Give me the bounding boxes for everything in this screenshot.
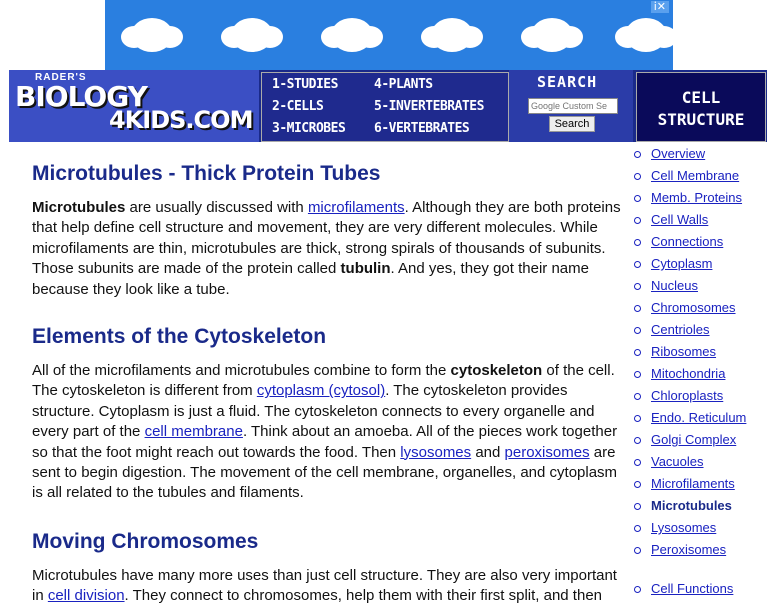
sidebar-item-label[interactable]: Overview xyxy=(651,146,706,161)
cloud-decoration xyxy=(431,18,473,52)
sidebar-item-label[interactable]: Microfilaments xyxy=(651,476,735,491)
chromosomes-paragraph xyxy=(32,566,622,607)
nav-link-cells[interactable]: 2-CELLS xyxy=(272,99,324,114)
sidebar-item-cell-functions[interactable] xyxy=(634,581,733,596)
bold-term-cytoskeleton: cytoskeleton xyxy=(450,362,543,380)
bullet-icon xyxy=(634,503,641,510)
logo-small-text: RADER'S xyxy=(35,72,87,83)
sidebar-item-chromosomes[interactable] xyxy=(634,300,736,315)
cytoskeleton-paragraph xyxy=(32,361,622,504)
main-nav xyxy=(261,72,509,142)
search-panel xyxy=(509,70,633,142)
nav-link-vertebrates[interactable]: 6-VERTEBRATES xyxy=(374,121,470,136)
section-topic-badge[interactable] xyxy=(636,72,766,142)
sidebar-item-label[interactable]: Centrioles xyxy=(651,322,710,337)
text-span: are sent to begin digestion. The movement of the cell membrane, organelles, and cytoplasm is all related to the tubules and filaments. xyxy=(32,443,618,502)
sidebar-item-label[interactable]: Microtubules xyxy=(651,498,732,513)
sidebar-item-label[interactable]: Memb. Proteins xyxy=(651,190,743,205)
section-heading-cytoskeleton: Elements of the Cytoskeleton xyxy=(32,325,327,349)
bullet-icon xyxy=(634,261,641,268)
sidebar-item-peroxisomes[interactable] xyxy=(634,542,726,557)
link-peroxisomes[interactable]: peroxisomes xyxy=(504,443,590,461)
bullet-icon xyxy=(634,173,641,180)
text-span: . They connect to chromosomes, help them with their first split, and then xyxy=(124,587,602,605)
bullet-icon xyxy=(634,437,641,444)
bullet-icon xyxy=(634,217,641,224)
text-span: . The cytoskeleton provides structure. Cytoplasm is just a fluid. The cytoskeleton connects to every organelle and every part of the xyxy=(32,382,595,441)
sidebar-item-microfilaments[interactable] xyxy=(634,476,735,491)
sidebar-item-cytoplasm[interactable] xyxy=(634,256,712,271)
search-button[interactable]: Search xyxy=(549,116,595,132)
nav-link-microbes[interactable]: 3-MICROBES xyxy=(272,121,346,136)
nav-link-studies[interactable]: 1-STUDIES xyxy=(272,77,338,92)
text-span: Microtubules have many more uses than just cell structure. They are also very important in xyxy=(32,566,617,605)
topic-title-line1: CELL xyxy=(681,88,721,107)
topic-title xyxy=(637,87,765,131)
text-span: are usually discussed with xyxy=(125,199,308,216)
advertisement-banner[interactable] xyxy=(105,0,673,70)
bullet-icon xyxy=(634,547,641,554)
ad-close-icon[interactable]: ⅰ✕ xyxy=(651,1,669,13)
bullet-icon xyxy=(634,525,641,532)
bold-term-microtubules: Microtubules xyxy=(32,199,126,216)
sidebar-item-microtubules[interactable] xyxy=(634,498,732,513)
sidebar-item-golgi-complex[interactable] xyxy=(634,432,736,447)
text-span: . Think about an amoeba. All of the pieces work together so that the foot might reach out towards the food. Then xyxy=(32,423,618,461)
intro-paragraph xyxy=(32,198,622,300)
bullet-icon xyxy=(634,415,641,422)
text-span: . And yes, they got their name because they look like a tube. xyxy=(32,260,589,298)
search-input[interactable] xyxy=(528,98,618,114)
cloud-decoration xyxy=(231,18,273,52)
sidebar-item-label[interactable]: Vacuoles xyxy=(651,454,704,469)
sidebar-item-mitochondria[interactable] xyxy=(634,366,725,381)
cloud-decoration xyxy=(131,18,173,52)
link-cytoplasm[interactable]: cytoplasm (cytosol) xyxy=(256,382,386,400)
sidebar-item-label[interactable]: Ribosomes xyxy=(651,344,717,359)
link-cell-membrane[interactable]: cell membrane xyxy=(144,423,243,441)
sidebar-item-label[interactable]: Lysosomes xyxy=(651,520,717,535)
sidebar-item-label[interactable]: Mitochondria xyxy=(651,366,726,381)
sidebar-item-label[interactable]: Golgi Complex xyxy=(651,432,737,447)
sidebar-item-overview[interactable] xyxy=(634,146,705,161)
text-span: and xyxy=(471,443,505,461)
sidebar-item-vacuoles[interactable] xyxy=(634,454,704,469)
bullet-icon xyxy=(634,283,641,290)
sidebar-item-label[interactable]: Nucleus xyxy=(651,278,698,293)
bullet-icon xyxy=(634,327,641,334)
bullet-icon xyxy=(634,239,641,246)
sidebar-item-connections[interactable] xyxy=(634,234,723,249)
text-span: of the cell. The cytoskeleton is different from xyxy=(32,362,615,400)
bullet-icon xyxy=(634,349,641,356)
sidebar-item-label[interactable]: Cytoplasm xyxy=(651,256,713,271)
topic-title-line2: STRUCTURE xyxy=(657,110,745,129)
site-header xyxy=(9,70,767,142)
link-microfilaments[interactable]: microfilaments xyxy=(307,199,405,216)
sidebar-item-label[interactable]: Chromosomes xyxy=(651,300,736,315)
sidebar-item-chloroplasts[interactable] xyxy=(634,388,723,403)
bullet-icon xyxy=(634,305,641,312)
cloud-decoration xyxy=(625,18,667,52)
text-span: All of the microfilaments and microtubules combine to form the xyxy=(32,362,451,380)
sidebar-item-label[interactable]: Endo. Reticulum xyxy=(651,410,747,425)
link-lysosomes[interactable]: lysosomes xyxy=(400,443,472,461)
sidebar-item-endo-reticulum[interactable] xyxy=(634,410,746,425)
sidebar-item-label[interactable]: Peroxisomes xyxy=(651,542,727,557)
logo-main-text: BIOLOGY xyxy=(15,80,147,113)
sidebar-item-ribosomes[interactable] xyxy=(634,344,716,359)
sidebar-item-memb-proteins[interactable] xyxy=(634,190,742,205)
bullet-icon xyxy=(634,481,641,488)
bullet-icon xyxy=(634,195,641,202)
sidebar-item-nucleus[interactable] xyxy=(634,278,698,293)
bullet-icon xyxy=(634,459,641,466)
bullet-icon xyxy=(634,393,641,400)
sidebar-item-label[interactable]: Cell Functions xyxy=(651,581,734,596)
sidebar-item-centrioles[interactable] xyxy=(634,322,710,337)
section-heading-chromosomes: Moving Chromosomes xyxy=(32,529,259,553)
page-title: Microtubules - Thick Protein Tubes xyxy=(32,162,381,185)
sidebar-item-label[interactable]: Connections xyxy=(651,234,724,249)
site-logo[interactable] xyxy=(9,70,259,142)
bullet-icon xyxy=(634,151,641,158)
sidebar-item-label[interactable]: Cell Membrane xyxy=(651,168,740,183)
nav-link-invertebrates[interactable]: 5-INVERTEBRATES xyxy=(374,99,484,114)
sidebar-item-label[interactable]: Chloroplasts xyxy=(651,388,724,403)
search-title: SEARCH xyxy=(537,73,598,91)
bold-term-tubulin: tubulin xyxy=(340,260,391,278)
cloud-decoration xyxy=(331,18,373,52)
sidebar-item-label[interactable]: Cell Walls xyxy=(651,212,709,227)
link-cell-division[interactable]: cell division xyxy=(47,587,125,605)
bullet-icon xyxy=(634,586,641,593)
text-span: . Although they are both proteins that help define cell structure and movement, they are very different molecules. While microfilaments are thin, microtubules are thick, strong spirals of thousands of subunits. Those subunits are made of the protein called xyxy=(32,199,621,278)
sidebar-item-cell-membrane[interactable] xyxy=(634,168,739,183)
sidebar-item-cell-walls[interactable] xyxy=(634,212,708,227)
nav-link-plants[interactable]: 4-PLANTS xyxy=(374,77,433,92)
bullet-icon xyxy=(634,371,641,378)
logo-sub-text: 4KIDS.COM xyxy=(109,106,253,134)
cloud-decoration xyxy=(531,18,573,52)
article xyxy=(32,162,622,607)
sidebar-item-lysosomes[interactable] xyxy=(634,520,716,535)
